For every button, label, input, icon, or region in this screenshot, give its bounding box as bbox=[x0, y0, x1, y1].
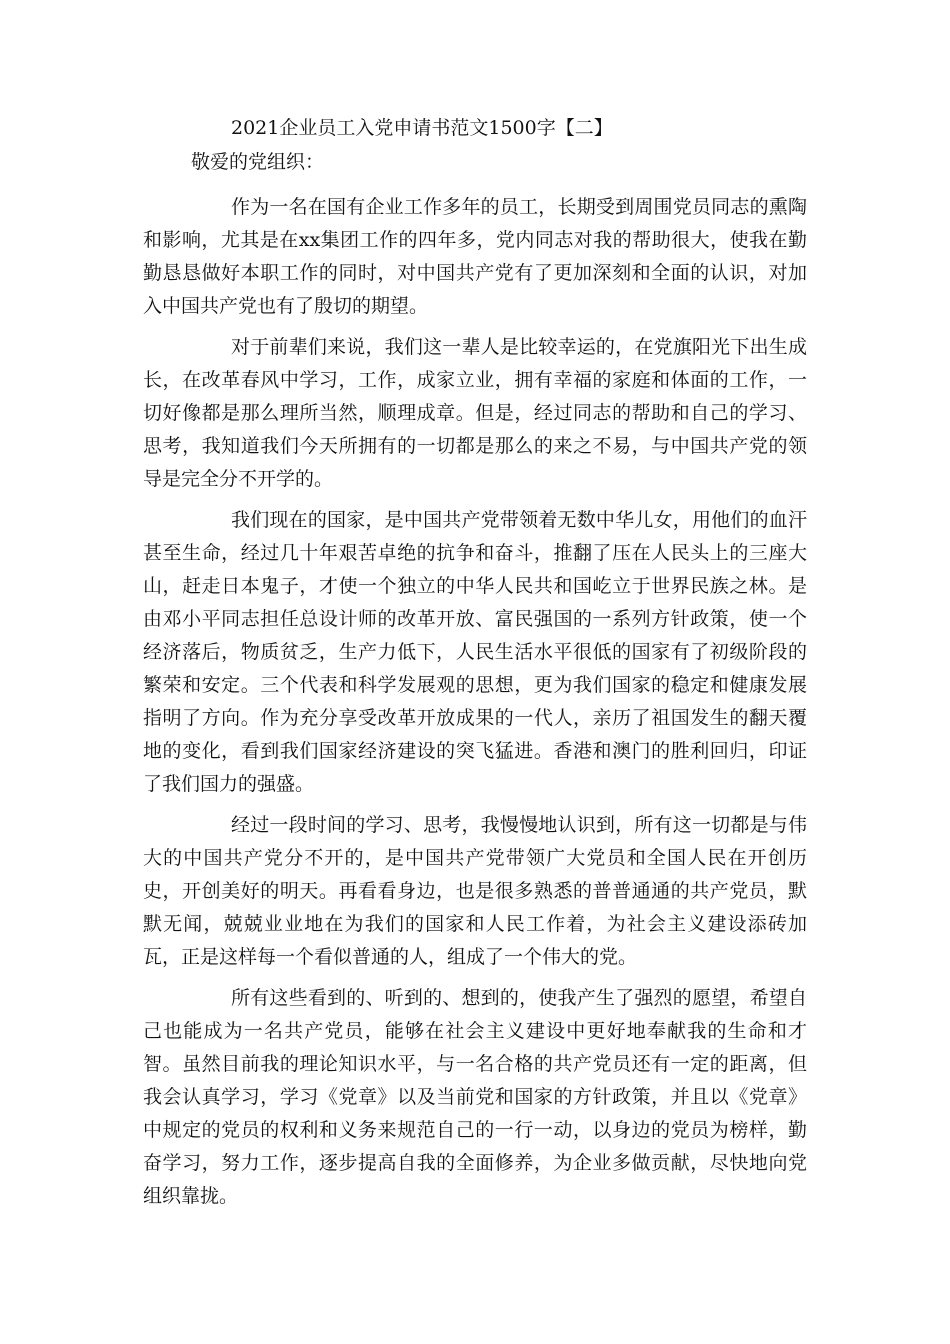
paragraph-3: 我们现在的国家，是中国共产党带领着无数中华儿女，用他们的血汗甚至生命，经过几十年艰苦卓绝的抗争和奋斗，推翻了压在人民头上的三座大山，赶走日本鬼子，才使一个独立的中华人民共和国屹立于世界民族之林。是由邓小平同志担任总设计师的改革开放、富民强国的一系列方针政策，使一个经济落后，物质贫乏，生产力低下，人民生活水平很低的国家有了初级阶段的繁荣和安定。三个代表和科学发展观的思想，更为我们国家的稳定和健康发展指明了方向。作为充分享受改革开放成果的一代人，亲历了祖国发生的翻天覆地的变化，看到我们国家经济建设的突飞猛进。香港和澳门的胜利回归，印证了我们国力的强盛。 bbox=[143, 509, 807, 795]
document-title: 2021企业员工入党申请书范文1500字【二】 bbox=[231, 117, 613, 139]
paragraph-4: 经过一段时间的学习、思考，我慢慢地认识到，所有这一切都是与伟大的中国共产党分不开的，是中国共产党带领广大党员和全国人民在开创历史，开创美好的明天。再看看身边，也是很多熟悉的普普通通的共产党员，默默无闻，兢兢业业地在为我们的国家和人民工作着，为社会主义建设添砖加瓦，正是这样每一个看似普通的人，组成了一个伟大的党。 bbox=[143, 814, 807, 968]
salutation: 敬爱的党组织： bbox=[191, 151, 325, 173]
paragraph-2: 对于前辈们来说，我们这一辈人是比较幸运的，在党旗阳光下出生成长，在改革春风中学习，工作，成家立业，拥有幸福的家庭和体面的工作，一切好像都是那么理所当然，顺理成章。但是，经过同志的帮助和自己的学习、思考，我知道我们今天所拥有的一切都是那么的来之不易，与中国共产党的领导是完全分不开学的。 bbox=[143, 336, 807, 490]
document-body bbox=[143, 113, 807, 1213]
paragraph-1: 作为一名在国有企业工作多年的员工，长期受到周围党员同志的熏陶和影响，尤其是在xx集团工作的四年多，党内同志对我的帮助很大，使我在勤勤恳恳做好本职工作的同时，对中国共产党有了更加深刻和全面的认识，对加入中国共产党也有了殷切的期望。 bbox=[143, 196, 807, 317]
paragraph-5: 所有这些看到的、听到的、想到的，使我产生了强烈的愿望，希望自己也能成为一名共产党员，能够在社会主义建设中更好地奉献我的生命和才智。虽然目前我的理论知识水平，与一名合格的共产党员还有一定的距离，但我会认真学习，学习《党章》以及当前党和国家的方针政策，并且以《党章》中规定的党员的权利和义务来规范自己的一行一动，以身边的党员为榜样，勤奋学习，努力工作，逐步提高自我的全面修养，为企业多做贡献，尽快地向党组织靠拢。 bbox=[143, 987, 807, 1207]
